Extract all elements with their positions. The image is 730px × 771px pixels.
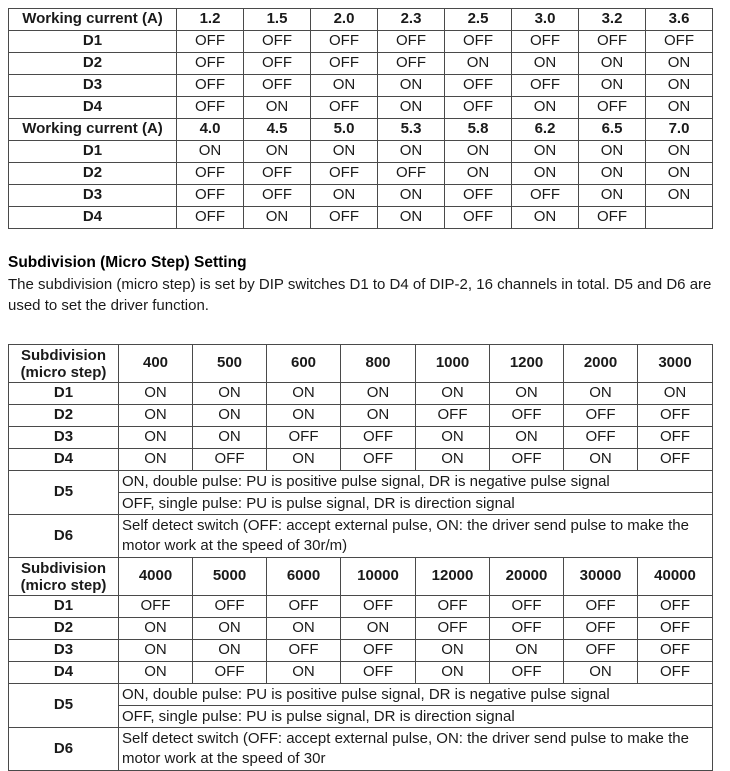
switch-state-cell: OFF bbox=[445, 75, 512, 97]
switch-state-cell: ON bbox=[445, 163, 512, 185]
dip-switch-row bbox=[9, 141, 713, 163]
switch-state-cell: OFF bbox=[378, 163, 445, 185]
switch-state-cell: OFF bbox=[193, 662, 267, 684]
switch-state-cell: ON bbox=[490, 427, 564, 449]
switch-state-cell bbox=[646, 207, 713, 229]
switch-state-cell: OFF bbox=[244, 163, 311, 185]
subdivision-column-header: 5000 bbox=[193, 558, 267, 596]
dip-switch-row bbox=[9, 163, 713, 185]
dip-row-label: D5 bbox=[9, 684, 119, 728]
switch-state-cell: OFF bbox=[244, 31, 311, 53]
dip-row-label: D1 bbox=[9, 383, 119, 405]
subdivision-column-header: 600 bbox=[267, 345, 341, 383]
dip-switch-row bbox=[9, 207, 713, 229]
current-column-header: 6.2 bbox=[512, 119, 579, 141]
switch-state-cell: ON bbox=[579, 163, 646, 185]
working-current-table bbox=[8, 8, 713, 229]
subdivision-column-header: 2000 bbox=[564, 345, 638, 383]
switch-state-cell: ON bbox=[119, 449, 193, 471]
switch-state-cell: ON bbox=[512, 53, 579, 75]
current-header-row bbox=[9, 9, 713, 31]
switch-state-cell: ON bbox=[646, 75, 713, 97]
dip-row-label: D3 bbox=[9, 75, 177, 97]
switch-state-cell: OFF bbox=[579, 97, 646, 119]
switch-state-cell: ON bbox=[311, 75, 378, 97]
switch-state-cell: OFF bbox=[416, 596, 490, 618]
switch-state-cell: OFF bbox=[490, 449, 564, 471]
switch-state-cell: OFF bbox=[564, 618, 638, 640]
dip-switch-row bbox=[9, 97, 713, 119]
switch-state-cell: OFF bbox=[416, 618, 490, 640]
dip-row-label: D4 bbox=[9, 662, 119, 684]
switch-state-cell: OFF bbox=[564, 640, 638, 662]
working-current-label: Working current (A) bbox=[9, 9, 177, 31]
switch-state-cell: OFF bbox=[564, 596, 638, 618]
d6-description: Self detect switch (OFF: accept external pulse, ON: the driver send pulse to make the motor work at the speed of 30r/m) bbox=[119, 515, 713, 558]
switch-state-cell: ON bbox=[119, 640, 193, 662]
dip-switch-row bbox=[9, 449, 713, 471]
switch-state-cell: OFF bbox=[177, 207, 244, 229]
dip-row-label: D2 bbox=[9, 618, 119, 640]
d5-on-description: ON, double pulse: PU is positive pulse signal, DR is negative pulse signal bbox=[119, 684, 713, 706]
switch-state-cell: ON bbox=[193, 618, 267, 640]
switch-state-cell: OFF bbox=[311, 207, 378, 229]
switch-state-cell: ON bbox=[119, 427, 193, 449]
switch-state-cell: OFF bbox=[490, 618, 564, 640]
switch-state-cell: ON bbox=[646, 53, 713, 75]
dip-row-label: D3 bbox=[9, 640, 119, 662]
switch-state-cell: ON bbox=[512, 141, 579, 163]
switch-state-cell: OFF bbox=[638, 618, 713, 640]
subdivision-column-header: 3000 bbox=[638, 345, 713, 383]
switch-state-cell: ON bbox=[512, 207, 579, 229]
switch-state-cell: ON bbox=[512, 97, 579, 119]
switch-state-cell: OFF bbox=[341, 427, 416, 449]
switch-state-cell: OFF bbox=[244, 185, 311, 207]
switch-state-cell: ON bbox=[119, 662, 193, 684]
switch-state-cell: OFF bbox=[341, 662, 416, 684]
dip-switch-row bbox=[9, 31, 713, 53]
switch-state-cell: OFF bbox=[638, 662, 713, 684]
switch-state-cell: OFF bbox=[311, 163, 378, 185]
switch-state-cell: OFF bbox=[177, 31, 244, 53]
switch-state-cell: OFF bbox=[119, 596, 193, 618]
d5-off-description: OFF, single pulse: PU is pulse signal, DR is direction signal bbox=[119, 493, 713, 515]
working-current-label: Working current (A) bbox=[9, 119, 177, 141]
switch-state-cell: OFF bbox=[512, 31, 579, 53]
switch-state-cell: OFF bbox=[177, 97, 244, 119]
switch-state-cell: ON bbox=[564, 449, 638, 471]
subdivision-label bbox=[9, 345, 119, 383]
subdivision-column-header: 400 bbox=[119, 345, 193, 383]
current-column-header: 2.5 bbox=[445, 9, 512, 31]
dip-switch-row bbox=[9, 640, 713, 662]
subdivision-column-header: 6000 bbox=[267, 558, 341, 596]
switch-state-cell: ON bbox=[193, 405, 267, 427]
switch-state-cell: ON bbox=[267, 405, 341, 427]
switch-state-cell: ON bbox=[341, 405, 416, 427]
switch-state-cell: ON bbox=[119, 618, 193, 640]
switch-state-cell: ON bbox=[244, 141, 311, 163]
switch-state-cell: ON bbox=[579, 185, 646, 207]
d5-function-row bbox=[9, 684, 713, 706]
switch-state-cell: ON bbox=[267, 662, 341, 684]
dip-switch-row bbox=[9, 618, 713, 640]
subdivision-table-wrap bbox=[8, 344, 722, 771]
switch-state-cell: ON bbox=[445, 53, 512, 75]
current-column-header: 4.0 bbox=[177, 119, 244, 141]
dip-switch-row bbox=[9, 662, 713, 684]
subdivision-column-header: 12000 bbox=[416, 558, 490, 596]
dip-row-label: D1 bbox=[9, 596, 119, 618]
switch-state-cell: ON bbox=[378, 185, 445, 207]
subdivision-table bbox=[8, 344, 713, 771]
switch-state-cell: OFF bbox=[638, 405, 713, 427]
switch-state-cell: ON bbox=[646, 97, 713, 119]
switch-state-cell: OFF bbox=[177, 163, 244, 185]
switch-state-cell: ON bbox=[267, 618, 341, 640]
subdivision-column-header: 20000 bbox=[490, 558, 564, 596]
switch-state-cell: ON bbox=[646, 163, 713, 185]
current-column-header: 3.0 bbox=[512, 9, 579, 31]
switch-state-cell: ON bbox=[512, 163, 579, 185]
switch-state-cell: OFF bbox=[177, 75, 244, 97]
switch-state-cell: OFF bbox=[445, 185, 512, 207]
switch-state-cell: OFF bbox=[311, 97, 378, 119]
current-column-header: 5.3 bbox=[378, 119, 445, 141]
switch-state-cell: OFF bbox=[512, 185, 579, 207]
switch-state-cell: OFF bbox=[267, 427, 341, 449]
dip-row-label: D2 bbox=[9, 53, 177, 75]
switch-state-cell: ON bbox=[193, 640, 267, 662]
switch-state-cell: ON bbox=[416, 383, 490, 405]
subdivision-paragraph: The subdivision (micro step) is set by DIP switches D1 to D4 of DIP-2, 16 channels in total. D5 and D6 are used to set the driver function. bbox=[8, 276, 712, 314]
d5-function-row bbox=[9, 471, 713, 493]
dip-row-label: D2 bbox=[9, 405, 119, 427]
switch-state-cell: OFF bbox=[177, 53, 244, 75]
switch-state-cell: ON bbox=[267, 383, 341, 405]
dip-row-label: D6 bbox=[9, 515, 119, 558]
dip-switch-row bbox=[9, 596, 713, 618]
subdivision-heading: Subdivision (Micro Step) Setting bbox=[8, 254, 247, 271]
current-column-header: 1.5 bbox=[244, 9, 311, 31]
switch-state-cell: ON bbox=[416, 640, 490, 662]
subdivision-column-header: 10000 bbox=[341, 558, 416, 596]
d5-on-description: ON, double pulse: PU is positive pulse signal, DR is negative pulse signal bbox=[119, 471, 713, 493]
switch-state-cell: ON bbox=[490, 640, 564, 662]
current-column-header: 7.0 bbox=[646, 119, 713, 141]
switch-state-cell: ON bbox=[378, 141, 445, 163]
switch-state-cell: ON bbox=[193, 383, 267, 405]
switch-state-cell: ON bbox=[378, 75, 445, 97]
subdivision-column-header: 500 bbox=[193, 345, 267, 383]
switch-state-cell: ON bbox=[341, 383, 416, 405]
switch-state-cell: ON bbox=[445, 141, 512, 163]
switch-state-cell: OFF bbox=[490, 405, 564, 427]
switch-state-cell: OFF bbox=[311, 53, 378, 75]
switch-state-cell: ON bbox=[119, 383, 193, 405]
switch-state-cell: OFF bbox=[341, 640, 416, 662]
switch-state-cell: OFF bbox=[564, 427, 638, 449]
dip-row-label: D4 bbox=[9, 207, 177, 229]
dip-row-label: D4 bbox=[9, 97, 177, 119]
switch-state-cell: OFF bbox=[490, 596, 564, 618]
current-header-row bbox=[9, 119, 713, 141]
switch-state-cell: OFF bbox=[267, 640, 341, 662]
dip-row-label: D1 bbox=[9, 31, 177, 53]
dip-switch-row bbox=[9, 53, 713, 75]
current-column-header: 1.2 bbox=[177, 9, 244, 31]
switch-state-cell: ON bbox=[490, 383, 564, 405]
switch-state-cell: ON bbox=[267, 449, 341, 471]
subdivision-label bbox=[9, 558, 119, 596]
switch-state-cell: OFF bbox=[177, 185, 244, 207]
subdivision-column-header: 800 bbox=[341, 345, 416, 383]
subdivision-label-line: (micro step) bbox=[20, 576, 107, 594]
subdivision-column-header: 1000 bbox=[416, 345, 490, 383]
switch-state-cell: ON bbox=[341, 618, 416, 640]
dip-row-label: D2 bbox=[9, 163, 177, 185]
current-column-header: 5.0 bbox=[311, 119, 378, 141]
subdivision-label-line: Subdivision bbox=[20, 346, 106, 364]
dip-switch-row bbox=[9, 75, 713, 97]
dip-row-label: D5 bbox=[9, 471, 119, 515]
switch-state-cell: OFF bbox=[445, 207, 512, 229]
dip-switch-row bbox=[9, 405, 713, 427]
subdivision-label-line: Subdivision bbox=[20, 559, 106, 577]
switch-state-cell: ON bbox=[646, 141, 713, 163]
switch-state-cell: ON bbox=[579, 141, 646, 163]
subdivision-column-header: 4000 bbox=[119, 558, 193, 596]
switch-state-cell: OFF bbox=[341, 596, 416, 618]
switch-state-cell: ON bbox=[416, 662, 490, 684]
switch-state-cell: ON bbox=[177, 141, 244, 163]
switch-state-cell: ON bbox=[564, 662, 638, 684]
switch-state-cell: ON bbox=[311, 141, 378, 163]
switch-state-cell: OFF bbox=[638, 640, 713, 662]
dip-row-label: D3 bbox=[9, 427, 119, 449]
subdivision-header-row bbox=[9, 558, 713, 596]
dip-switch-row bbox=[9, 427, 713, 449]
switch-state-cell: ON bbox=[564, 383, 638, 405]
switch-state-cell: OFF bbox=[445, 97, 512, 119]
current-column-header: 3.6 bbox=[646, 9, 713, 31]
current-column-header: 3.2 bbox=[579, 9, 646, 31]
switch-state-cell: OFF bbox=[267, 596, 341, 618]
d6-function-row bbox=[9, 515, 713, 558]
switch-state-cell: OFF bbox=[646, 31, 713, 53]
switch-state-cell: ON bbox=[311, 185, 378, 207]
dip-row-label: D1 bbox=[9, 141, 177, 163]
switch-state-cell: OFF bbox=[579, 207, 646, 229]
switch-state-cell: OFF bbox=[193, 449, 267, 471]
subdivision-label-line: (micro step) bbox=[20, 363, 107, 381]
switch-state-cell: OFF bbox=[244, 53, 311, 75]
switch-state-cell: OFF bbox=[638, 596, 713, 618]
switch-state-cell: ON bbox=[638, 383, 713, 405]
switch-state-cell: ON bbox=[119, 405, 193, 427]
switch-state-cell: OFF bbox=[445, 31, 512, 53]
switch-state-cell: ON bbox=[579, 53, 646, 75]
switch-state-cell: OFF bbox=[512, 75, 579, 97]
current-column-header: 2.3 bbox=[378, 9, 445, 31]
switch-state-cell: ON bbox=[193, 427, 267, 449]
current-column-header: 4.5 bbox=[244, 119, 311, 141]
switch-state-cell: ON bbox=[579, 75, 646, 97]
switch-state-cell: ON bbox=[416, 427, 490, 449]
dip-switch-row bbox=[9, 383, 713, 405]
d6-function-row bbox=[9, 728, 713, 771]
switch-state-cell: OFF bbox=[490, 662, 564, 684]
switch-state-cell: ON bbox=[646, 185, 713, 207]
current-column-header: 6.5 bbox=[579, 119, 646, 141]
switch-state-cell: ON bbox=[244, 207, 311, 229]
current-column-header: 2.0 bbox=[311, 9, 378, 31]
d5-off-description: OFF, single pulse: PU is pulse signal, DR is direction signal bbox=[119, 706, 713, 728]
switch-state-cell: ON bbox=[378, 97, 445, 119]
switch-state-cell: ON bbox=[378, 207, 445, 229]
switch-state-cell: OFF bbox=[564, 405, 638, 427]
switch-state-cell: OFF bbox=[311, 31, 378, 53]
current-column-header: 5.8 bbox=[445, 119, 512, 141]
dip-row-label: D6 bbox=[9, 728, 119, 771]
switch-state-cell: OFF bbox=[416, 405, 490, 427]
switch-state-cell: OFF bbox=[244, 75, 311, 97]
dip-row-label: D3 bbox=[9, 185, 177, 207]
subdivision-column-header: 1200 bbox=[490, 345, 564, 383]
subdivision-header-row bbox=[9, 345, 713, 383]
d6-description: Self detect switch (OFF: accept external pulse, ON: the driver send pulse to make the motor work at the speed of 30r bbox=[119, 728, 713, 771]
switch-state-cell: OFF bbox=[341, 449, 416, 471]
subdivision-column-header: 30000 bbox=[564, 558, 638, 596]
switch-state-cell: ON bbox=[416, 449, 490, 471]
switch-state-cell: OFF bbox=[378, 53, 445, 75]
switch-state-cell: OFF bbox=[378, 31, 445, 53]
dip-switch-row bbox=[9, 185, 713, 207]
switch-state-cell: OFF bbox=[579, 31, 646, 53]
switch-state-cell: OFF bbox=[193, 596, 267, 618]
switch-state-cell: OFF bbox=[638, 449, 713, 471]
switch-state-cell: ON bbox=[244, 97, 311, 119]
subdivision-column-header: 40000 bbox=[638, 558, 713, 596]
switch-state-cell: OFF bbox=[638, 427, 713, 449]
dip-row-label: D4 bbox=[9, 449, 119, 471]
